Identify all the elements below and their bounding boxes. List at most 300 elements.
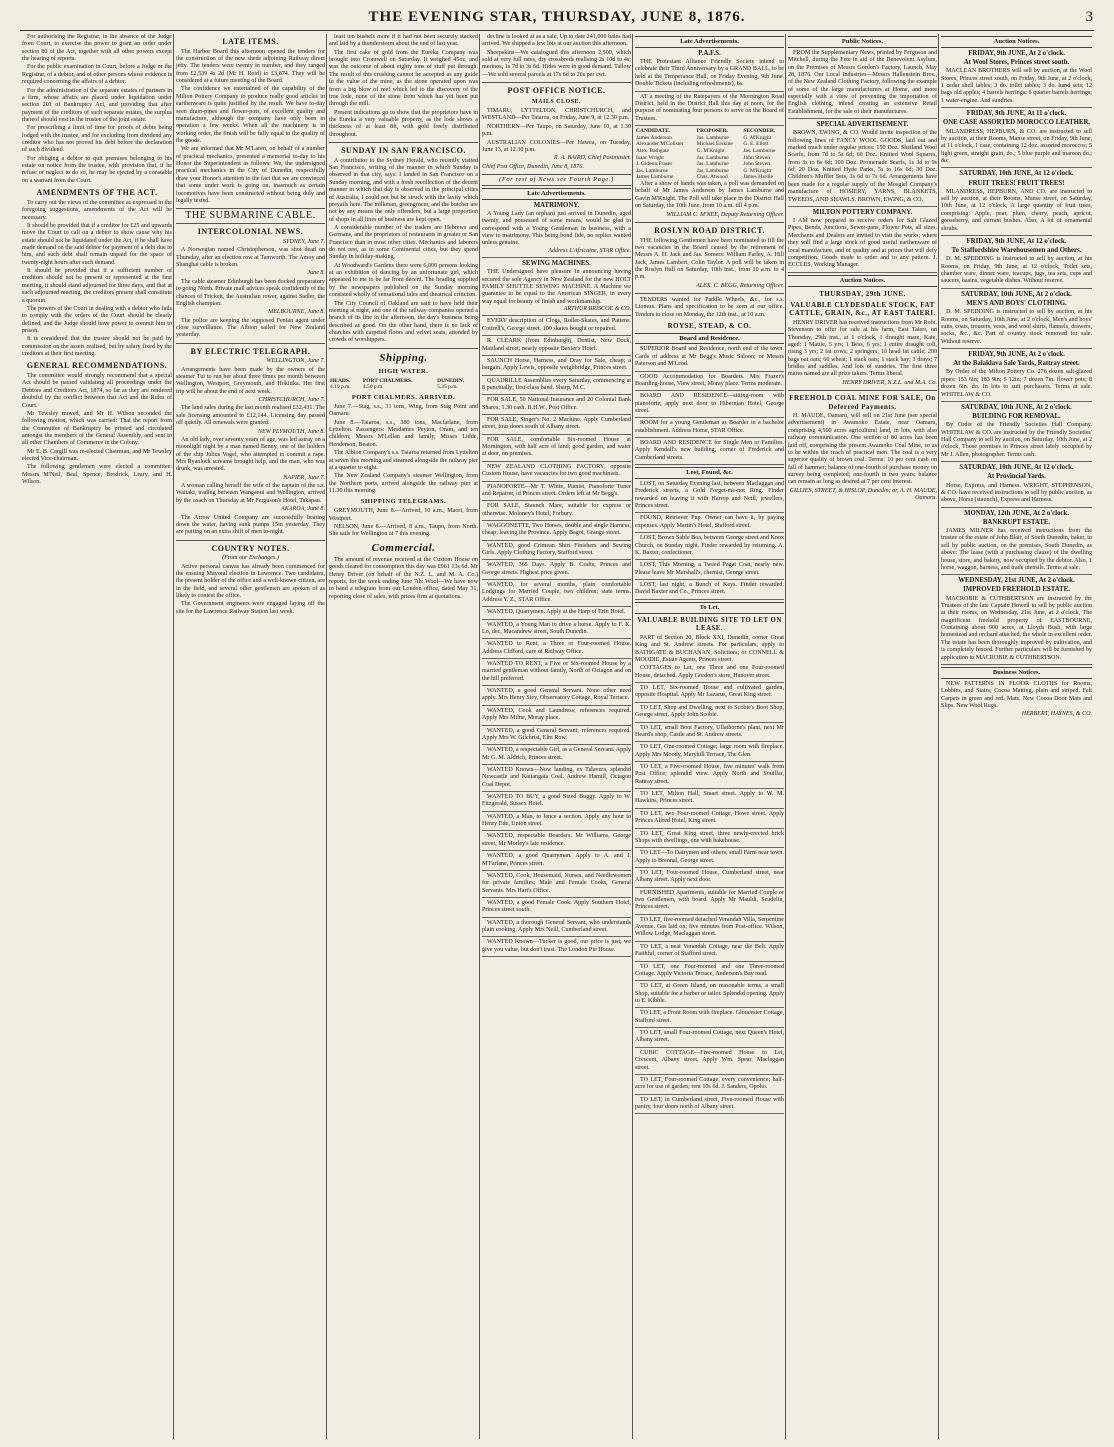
table-cell: Isaac Wright [636,154,664,161]
classified-ad [482,900,631,918]
table-cell: G. M'Knight [743,134,772,141]
dateline: WELLINGTON, June 7. [266,358,325,365]
column-6-public-notices [785,34,939,1439]
high-water-values-row [329,384,478,391]
auction-notices-bar: Auction Notices. [941,36,1092,48]
tenders-text: TENDERS wanted for Paddle Wheels, &c., for s.s. Lioness. Plans and specification to be seen at our office. Tenders to close on Monday, the 12th inst., at 10 a.m. [635,297,784,318]
ad-body: TO LET, at Green Island, on reasonable terms, a small Shop, suitable for a barber or tailor. Splendid opening. Apply to E. Kibble. [635,983,784,1004]
article-paragraph: For prescribing a limit of time for proofs of debts being lodged with the trustee, and for excluding from dividend any creditor who has not proved his debt before the declaration of such dividend. [22,125,172,154]
news-item: The land sales during the last month realised £32,431. The sale licensing amounted to £12,144. Licensing day passed off quietly. All renewals were granted. [176,405,325,427]
late-ads-bar: Late Advertisements. [482,188,631,200]
sunday-heading: SUNDAY IN SAN FRANCISCO. [341,146,466,156]
ad-body: WANTED, 365 Days. Apply B. Crafts, Princes and George streets. Highest price given. [482,562,631,576]
auction-notices-bar: Auction Notices. [788,275,937,287]
auction-title: ONE CASE ASSORTED MOROCCO LEATHER. [942,119,1091,127]
dateline: NAPIER, June 7. [283,474,325,481]
ad-body: WANTED, a good Quarryman. Apply to A. and J. M'Farlane, Princes street. [482,853,631,867]
news-item: The police are keeping the supposed Fenian agent under close surveillance. The Albion sailed for New Zealand yesterday. [176,317,325,339]
lost-ads [635,481,784,600]
ad-body: WANTED, Quarrymen. Apply at the Harp of Erin Hotel. [487,609,626,616]
news-item: least ten bushels more if it had not been securely stacked and laid by a thunderstorm about the end of last year. [329,34,478,48]
ad-body: A Young Lady (an orphan) just arrived in Dunedin, aged twenty, and possessed of some means, would be glad to correspond with a Young Gentleman in business, with a view to matrimony. This being bond fide, no replies wanted unless genuine. [482,210,631,247]
auction-body: D. M. SPEDDING is instructed to sell by auction, at his Rooms, on Friday, 9th June, at 12 o'clock, Toilet sets, chamber ware, dinner ware, teacups, jugs, tea sets, cups and saucers, basins, vegetable dishes. Without reserve. [941,256,1092,285]
table-cell: Alexander M'Colister [636,141,684,148]
country-note: Active personal canvas has already been commenced for the ensuing Mayoral election in Lawrence. Two candidates, the present holder of the office and a well-known citizen, are in the field, and several other gentlemen are spoken of as likely to contest the office. [176,563,325,600]
news-item: Present indications go to show that the proprietors have in the Eureka a very valuable property, as the lode shows a thickness of at least 8ft, with gold freely distributed throughout. [329,109,478,138]
auction-body: MLANDRESS, HEPBURN, AND CO. are instructed to sell by auction, at their Rooms, Manse street, on Saturday, 10th June, at 12 o'clock, A large quantity of fruit trees, comprising: Apple, pear, plum, cherry, peach, apricot, gooseberry, and currant bushes. Also, A lot of ornamental shrubs. [941,188,1092,232]
public-notice-ads [788,50,937,273]
lost-found-ad [635,481,784,513]
ad-body: FOR SALE, Singer's No. 2 Machine. Apply Cumberland street, four doors south of Albany street. [482,417,631,431]
classified-ad [482,260,631,316]
ad-body: WANTED, Cook and Laundress; references required. Apply Mrs Milne, Moray place. [482,707,631,722]
to-let-ad [635,685,784,703]
article-paragraph: A contributor to the Sydney Herald, who recently visited San Francisco, writing of the manner in which Sunday is observed in that city, says: I landed in San Francisco on a Sunday morning, and with a fresh recollection of the decent manner in which that day is observed in the principal cities of Australia, I could not but be struck with the laxity which prevails here. The milkman, greengrocer, and the butcher are not by any means the only offenders, but a large proportion of shops in all lines of business are kept open. [329,157,478,223]
candidates-header-cell: PROPOSER. [696,127,728,134]
board-ad [635,346,784,371]
auction-title: IMPROVED FREEHOLD ESTATE. [963,586,1070,594]
intercolonial-heading: INTERCOLONIAL NEWS. [197,227,304,237]
ad-signature: Address L'Africaine, STAR Office. [548,247,631,254]
classified-ad [482,814,631,832]
late-item: We are informed that Mr M'Laren, on behalf of a number of practical mechanics, presented a memorial to-day to his Honor the Superintendent as follows: We, the undersigned practical mechanics in the City of Dunedin, respectfully draw your Honor's attention to the fact that we are convinced that some under work is going on, inasmuch as certain locomotives have been constructed without being duly and legally tested. [176,146,325,204]
auction-date: WEDNESDAY, 21st JUNE, At 2 o'clock. [958,577,1075,585]
country-note: The Government engineers were engaged laying off the site for the Lawrence Railway Station last week. [176,601,325,615]
postmaster-signature: R. A. BAIRD, Chief Postmaster. [553,155,631,162]
ad-body: WANTED, Cook, Housemaid, Nurses, and Needlewomen for private families; Male and Female Cooks, General Servants. Mrs Hart's Office. [482,872,631,894]
poll-signature: WILLIAM C. M'NEE, Deputy Returning Officer. [666,211,784,218]
high-water-header-cell: PORT CHALMERS. [362,377,413,384]
auction-notice [941,510,1092,576]
public-notice [788,209,937,273]
table-cell: G. M'Knight [696,147,725,154]
classified-ad [482,708,631,726]
auction-date: SATURDAY, 10th JUNE, At 2 o'clock. [961,290,1072,298]
divider [635,293,784,294]
ad-title: P.A.F.S. [698,49,721,57]
ad-body: I AM now prepared to receive orders for Salt Glazed Pipes, Bends, Junctions, Sewer-pans, Flower Pots, all sizes. Merchants and Dealers are invited to visit the works; where they will find a large stock of good useful earthenware of local manufacture, and of quality and at prices that will defy competition. Goods made to order and to any pattern. J. ECCLES, Working Manager. [788,218,937,269]
auction-title: FRUIT TREES! FRUIT TREES! [968,179,1065,187]
ad-body: WANTED, a good Female Cook. Apply Southern Hotel, Princes street south. [482,899,631,914]
table-cell: James Anderson [636,134,672,141]
newspaper-columns [20,34,1094,1439]
ad-body: WAGGONETTE, Two Horses, double and single Harness, cheap; leaving the Province. Apply Bagot, Grange street. [482,522,631,537]
to-let-ad [635,1030,784,1048]
classified-ad [482,767,631,792]
ad-body: THE Protestant Alliance Friendly Society intend to celebrate their Third Anniversary by a GRAND BALL, to be held at the Temperance Hall, on Friday Evening, 9th June. Double Tickets (including refreshments), 6s. [635,59,784,88]
table-row [635,135,784,142]
business-notices-bar: Business Notices. [941,667,1092,679]
late-item: The confidence we entertained of the capability of the Milton Pottery Company to produce really good articles in earthenware is quite justified by the result. We have to-day seen drain-pipes and flower-pots, of excellent quality and manufacture, although the company have only been in operation a few weeks. When all the machinery is in working order, the finish will be fully equal to the quality of the goods. [176,86,325,144]
shipping-item: The New Zealand Company's steamer Wellington, from the Northern ports, arrived alongside the railway pier at 11.30 this morning. [329,473,478,494]
ad-body: BOARD AND RESIDENCE for Single Men or Families. Apply Kendall's new building, corner of Frederick and Cumberland streets. [635,440,784,461]
auction-title: MEN'S AND BOYS' CLOTHING. [966,300,1067,308]
board-ad [635,420,784,438]
auction-title: At Wool Stores, Princes street south. [963,59,1070,67]
column-2-news [173,34,327,1439]
high-water-header-cell: DUNEDIN. [437,377,465,384]
classified-ad [482,728,631,746]
table-cell: Chas. Atwood [696,174,728,181]
classified-ad [482,833,631,851]
ad-body: BOARD AND RESIDENCE—sitting-room with pianoforte; apply next door to Hibernian Hotel, George street. [635,393,784,414]
auction-date: SATURDAY, 10th JUNE, At 12 o'clock. [959,170,1074,178]
late-items-heading: LATE ITEMS. [222,37,279,46]
auction-body: Horse, Express, and Harness. WRIGHT, STEPHENSON, & CO. have received instructions to sell by public auction, as above, Horse (staunch), Express and Harness. [941,482,1092,504]
country-notes-heading: COUNTRY NOTES. [211,543,290,553]
dateline: AKAROA, June 8. [281,506,325,513]
article-paragraph: For obliging a debtor to quit premises belonging to his estate on notice from the trustee, with provision that, if he refuse or neglect to do so, he may be ejected by a constable on a warrant from the Court. [22,155,172,184]
column-3-news [326,34,480,1439]
auction-date: SATURDAY, 10th JUNE, At 12 o'clock. [959,464,1074,472]
ad-body: NEW ZEALAND CLOTHING FACTORY, opposite Custom House, have vacancies for two good machinists. [482,463,631,478]
to-let-ad [635,917,784,942]
article-paragraph: Mr Tewsley moved, and Mr H. Wilson seconded the following motion, which was carried: That the report from the Committee of Bankruptcy be printed and circulated amongst the members of the General Assembly, and sent to all other Chambers of Commerce in the Colony. [22,410,172,447]
auction-body: D. M. SPEDDING is instructed to sell by auction, at his Rooms, on Saturday, 10th June, at 2 o'clock, Men's and boys' suits, coats, trousers, vests, and wool shirts, flannels, drawers, socks, &c., &c. Part of country stock removed for sale. Without reserve. [941,309,1092,345]
ad-body: AT a meeting of the Ratepayers of the Mornington Road District, held in the District Hall this day at noon, for the purpose of nominating four persons to serve on the Board of Trustees. [635,93,784,122]
ad-body: FOR SALE, comfortable Six-roomed House at Mornington, with half acre of land; good garden, and water at door, on premises. [482,436,631,458]
classified-ads [482,202,631,957]
table-cell: James Lamburne [636,174,674,181]
divider [482,82,631,83]
candidates-body [635,135,784,181]
section-heading: AMENDMENTS OF THE ACT. [36,188,158,198]
ad-body: BROWN, EWING, & CO. Would invite inspection of the following lines of FANCY WOOL GOODS, laid out and marked much under regular prices: 150 Doz. Shetland Wool Scarfs, from 7d to 5s 6d; 60 Doz. Knitted Wool Squares, from 3s to 6s 6d; 100 Doz. Promenade Scarfs, 1s 3d to 9s 6d; 20 Doz. Knitted Hyde Parks, 5s to 16s 6d; 30 Doz. Children's Muffler Sets, 3s 6d to 7s 6d. Arrangements have been made for a regular supply of the Mosgiel Company's manufacture of HOSIERY, YARNS, BLANKETS, TWEEDS, AND SHAWLS. BROWN, EWING, & CO. [788,130,937,203]
to-let-bar: To Let. [635,602,784,614]
ad-body: WANTED, a Young Man to drive a horse. Apply to F. K. Lo, dec, Macandrew street, South Dunedin. [482,621,631,635]
ad-body: WANTED, a thorough General Servant, who understands plain cooking. Apply Mrs Neill, Cumberland street. [482,919,631,934]
auction-notice [941,404,1092,462]
shipping-telegram: NELSON, June 8.—Arrived, 8 a.m., Taupo, from North. She sails for Wellington at 7 this evening. [329,523,478,538]
column-1-chamber-report [20,34,174,1439]
dateline: CHRISTCHURCH, June 7. [258,397,325,404]
classified-ad [482,939,631,957]
ad-body: TO LET, five-roomed detached Verandah Villa, Serpentine Avenue. Gas laid on; five minutes from Post-office. Wilson, Willow Lodge, Maclaggan street. [635,916,784,938]
gold-items [329,34,478,139]
classified-ad [482,661,631,686]
table-row [635,141,784,148]
auction-date: FRIDAY, 9th JUNE, At 12 o'clock. [966,237,1067,245]
auction-notice [941,170,1092,236]
masthead [20,6,1094,31]
classified-ad [482,397,631,415]
auction-notice [941,50,1092,108]
classified-ad [482,688,631,706]
ad-body: TO LET, a Five-roomed House, five minutes' walk from Post Office; splendid view. Apply North and Souillar, Rattray street. [635,764,784,785]
ad-body: TO LET, Four-roomed House, Cumberland street, near Albany street. Apply next door. [635,869,784,884]
auction-body: By Order of the Friendly Societies Hall Company. WHITELAW & CO. are instructed by the Friendly Societies' Hall Company to sell by auction, on Saturday, 10th June, at 2 o'clock, Those premises in Princes street lately occupied by Mr J. Allen, photographer. Terms cash. [941,422,1092,458]
shipping-telegram-items [329,508,478,538]
table-row [635,155,784,162]
shipping-item: June 8.—Taiaroa, s.s., 380 tons, Macfarlane, from Lyttelton. Passengers: Mesdames Peyton, Oram, and ten children; Messrs M'Lellan and family, Misses Lidde, Henderson, Beaton. [329,419,478,448]
high-water-title: HIGH WATER. [378,367,429,375]
auction-title: BANKRUPT ESTATE. [982,518,1051,526]
classified-ad [482,873,631,898]
divider [329,348,478,349]
ad-body: WANTED TO BUY, a good Sized Buggy. Apply to W. Fitzgerald, Sussex Hotel. [482,794,631,808]
ad-body: FOUND, Retriever Pup. Owner can have it, by paying expenses. Apply Martin's Hotel, Stafford street. [635,515,784,529]
to-let-ad [635,665,784,683]
country-notes-subheading: (From our Exchanges.) [222,555,279,562]
building-site-title: VALUABLE BUILDING SITE TO LET ON LEASE. [637,616,782,632]
candidates-header-row [635,128,784,135]
ad-body: WANTED Known—Now landing, ex Talavera, splendid Newcastle and Kaitangata Coal. Andrew Hamill, Octagon Coal Depot. [482,766,631,788]
notice-ad [635,50,784,92]
article-paragraph: To carry out the views of the committee as expressed in the foregoing suggestions, amendments of the Act will be necessary. [22,199,172,221]
to-let-ad [635,705,784,723]
port-arrived-title: PORT CHALMERS. ARRIVED. [351,394,456,402]
divider [176,343,325,344]
classified-ad [482,582,631,607]
article-paragraph: The committee would strongly recommend that a special Act should be passed validating all proceedings under the Debtors and Creditors Act, 1874, so far as they are rendered doubtful by the conflict between that Act and the Rules of Court. [22,373,172,409]
auction-date: FRIDAY, 9th JUNE, At 2 o'clock. [968,351,1065,359]
auction-body: MACROBIE & CUTHBERTSON are instructed by the Trustees of the late Captain Howell to sell by public auction at their rooms, on Wednesday, 21st June, at 2 o'clock, The magnificent freehold property of EASTBOURNE, Containing about 900 acres, at Lloyds Bush, with large homestead and orchard attached, the whole in excellent order. The estate has been thoroughly improved by cultivation, and is completely fenced. Further particulars will be furnished by application to MACROBIE & CUTHBERTSON. [941,595,1092,661]
article-paragraph: For the public examination in Court, before a Judge or the Registrar, of a debtor, and of other persons whose evidence is required concerning the affairs of a debtor. [22,64,172,86]
candidates-header-cell: CANDIDATE. [636,127,671,134]
ad-body: TO LET, small Boot Factory, Ullathorne's plant, next Mr Heard's shop, Castle and St. Andrew streets. [635,724,784,738]
classified-ad [482,609,631,619]
table-row [635,161,784,168]
ad-body: WANTED, good Crimean Shirt Finishers and Sewing Girls. Apply Clothing Factory, Stafford street. [482,542,631,557]
submarine-cable-heading: THE SUBMARINE CABLE. [176,208,325,224]
ad-title: SPECIAL ADVERTISEMENT. [816,121,909,129]
table-cell: Jas. Lamburne [636,167,669,174]
classified-ad [482,484,631,502]
roslyn-text: THE following Gentlemen have been nominated to fill the two vacancies in the Board caused by the retirement of Messrs A. H. Jack and Jas. Somers: William Parley, A. Hill Jack, James Lambert, Colin Taylor. A poll will be taken in the Roslyn Hall on Saturday, 10th inst., from 10 a.m. to 4 p.m. [635,237,784,281]
classified-ad [482,338,631,356]
post-office-date: Chief Post Office, Dunedin, June 8, 1876. [482,163,584,170]
lost-found-ad [635,515,784,533]
table-row [635,148,784,155]
auction-title: VALUABLE CLYDESDALE STOCK, FAT CATTLE, GRAIN, &c., AT EAST TAIERI. [789,300,936,318]
table-cell: Jas. Lamburne [696,167,729,174]
roslyn-heading: ROSLYN ROAD DISTRICT. [654,225,765,235]
building-site-text: PART of Section 20, Block XXI, Dunedin, corner Great King and St. Andrew streets. For particulars, apply to BATHGATE & BUCHANAN, Solicitors; or CONNELL & MOODIE, Estate Agents, Princes street. [635,634,784,664]
board-bar: Board and Residence. [635,333,784,345]
ad-body: THE Undersigned have pleasure in announcing having secured the sole Agency in New Zealand for the new HOLT FAMILY SHUTTLE SEWING MACHINE. A Machine we guarantee to be equal to the American SINGER, in every way equal for beauty of finish and workmanship. [482,269,631,305]
dateline: MELBOURNE, June 8. [268,309,325,316]
public-notice [788,121,937,207]
ad-body: GOOD Accommodation for Boarders. Mrs Frazer's Boarding-house, View street, Moray place. Terms moderate. [635,373,784,387]
late-item: The Harbor Board this afternoon opened the tenders for the construction of the new sheds adjoining Railway direct jetty. The tenders were twenty in number, and they ranged from £2,539 4s 2d (Mr H. Reid) to £3,874. They will be considered at a future meeting of the Board. [176,48,325,85]
ad-body: CUBIC COTTAGE—Five-roomed House to Let, Crescent, Albany street. Apply Wm. Spear, Maclaggan street. [635,1049,784,1071]
classified-ad [482,853,631,871]
to-let-ad [635,1077,784,1095]
ad-title: MATRIMONY. [533,201,580,209]
article-paragraph: The City Council of Oakland are said to have held their meeting at night, and one of the railway companies opened a branch of its line in the afternoon, the day's business being described as good. On the other hand, there is no lack of churches with carpeted floors and velvet seats, attended by crowds of worshippers. [329,300,478,344]
page-number: 3 [1085,9,1094,25]
rest-of-news-note: (For rest of News see Fourth Page.) [482,174,631,186]
candidates-table [635,128,784,181]
ad-title: SEWING MACHINES. [522,260,591,268]
board-ad [635,440,784,465]
auction-date: SATURDAY, 10th JUNE, At 2 o'clock. [961,403,1072,411]
table-cell: James Hardie [743,174,774,181]
ad-body: TO LET, One-roomed Cottage; large room with fireplace. Apply Mrs Moody, Maryhill Terrace, The Glen. [635,744,784,758]
news-item: A Norwegian named Christopherson, was shot dead on Thursday, after an election row at Tamworth. The Amoy and Shanghai cable is broken. [176,247,325,269]
auction-date: THURSDAY, 29th JUNE. [819,289,906,298]
candidates-header-cell: SECONDER. [743,127,776,134]
ad-body: TO LET, Great King street, three newly-erected brick Shops with dwellings, one with bakehouse. [635,830,784,844]
auction-title: At Provincial Yards. [987,473,1046,481]
ad-body: FOR SALE, 50 National Insurance and 20 Colonial Bank Shares; 1.30 cash. B.H.W., Post Office. [482,397,631,411]
ad-body: WANTED to Rent, a Three or Four-roomed House. Address Clifford, care of Railway Office. [482,641,631,655]
ad-body: R. CLEARK (from Edinburgh), Dentist, New Dock, Maitland street; nearly opposite Baxter's Hotel. [482,338,631,352]
ad-body: FROM the Supplementary News, printed by Ferguson and Mitchell, during the Fete in aid of the Benevolent Asylum, on the Premises of Messrs Gordon's Factory, Launch, May 28, 1876. Our Local Industries—Messrs Hallenstein Bros., of the New Zealand Clothing Factory, following the example of some of the large manufacturers at Home, and more especially with a view of preventing the importation of English clothing, intend creating an extensive Retail Establishment, for the sale of their manufactures. [788,49,937,115]
ad-body: WANTED, respectable Boarders. Mr Williams, George street, Mr Morley's late residence. [482,833,631,847]
classified-ad [482,622,631,640]
shipping-telegrams-heading: SHIPPING TELEGRAMS. [360,498,447,506]
ad-body: WANTED Known—Tucker is good, our price is just; we give you value, but don't trust. The London Pie House. [482,939,631,953]
to-let-ad [635,744,784,762]
shipping-heading: Shipping. [379,351,428,364]
high-water-value-cell: 4.19 p.m. [330,384,351,391]
auction-title: BUILDING FOR REMOVAL. [972,413,1061,421]
classified-ad [482,358,631,376]
lost-found-ad [635,582,784,600]
auction-notice [941,351,1092,402]
cable-items [176,239,325,340]
high-water-header-row [329,378,478,385]
shipping-telegram: GREYMOUTH, June 8.—Arrived, 10 a.m., Maori, from Westport. [329,508,478,522]
auction-date: FRIDAY, 9th JUNE, At 2 o'clock. [968,49,1065,57]
to-let-ad [635,811,784,829]
table-cell: Jas. Lamburne [696,154,729,161]
to-let-ad [635,725,784,743]
to-let-ad [635,791,784,809]
business-signature: HERBERT, HAYNES, & CO. [1021,711,1092,718]
auction-body: MLANDRESS, HEPBURN, & CO. are instructed to sell by auction, at their Rooms, Manse street, on Friday, 9th June, at 11 o'clock, 1 case, containing 12 doz. assorted moroccos; 5 light green, straight grain, do.; 5 blue purple and maroon do.; &c. [941,128,1092,164]
ad-body: TO LET, two Four-roomed Cottage, Howe street. Apply Princes Alfred Hotel, King street. [635,810,784,825]
high-water-value-cell: 5.35 p.m. [437,384,458,391]
mail-item: AUSTRALIAN COLONIES—Per Hawea, on Tuesday, June 13, at 12.30 p.m. [482,139,631,153]
ad-body: WANTED, a respectable Girl, as a General Servant. Apply Mr G. M. Aldrich, Princes street. [482,747,631,761]
ad-body: SAUNCH Horse, Harness, and Dray for Sale, cheap; a bargain. Apply Lewis, opposite weighbridge, Princes street. [482,357,631,372]
section-heading: GENERAL RECOMMENDATIONS. [26,361,168,371]
board-ad [635,393,784,418]
news-item: The cable steamer Edinburgh has been docked preparatory to going North. Private mail advices speak confidently of the chances of Trickett, the Australian rower, against Sadler, the English champion. [176,278,325,307]
classified-ad [482,747,631,765]
ad-body: TO LET, Shop and Dwelling, next to Scobie's Boot Shop, George street. Apply John Scobie. [635,704,784,719]
classified-ad [482,437,631,462]
shipping-item: The Albion Company's s.s. Taiaroa returned from Lyttelton at seven this morning and steamed alongside the railway pier at a quarter to eight. [329,450,478,471]
coal-mine-text: H. MAUDE, Oamaru, will sell on 21st June (see special advertisement) in Awamoko Estate, near Oamaru, comprising 4,500 acres agricultural land, in lots, with also railway communication. One section of 80 acres has been laid off, comprising the present Awamoko Coal Mine, so as to be within the reach of practical men. The coal is a very superior quality of brown coal. Terms: 10 per cent cash on fall of hammer; balance of one-fourth of purchase money on survey being completed; one-fourth in two years; balance can remain as long as desired at 7 per cent interest. [788,413,937,486]
ad-body: WANTED, a Man, to fence a section. Apply any hour to Henry Ede, Union street. [482,813,631,828]
classified-ad [482,794,631,812]
to-let-ad [635,1010,784,1028]
dateline: NEW PLYMOUTH, June 8. [257,428,325,435]
tenders-signature: ROYSE, STEAD, & CO. [667,322,752,331]
coal-mine-signature: GILLIES, STREET, & HISLOP, Dunedin; or, A. H. MAUDE, Oamaru. [789,487,937,502]
classified-ad [482,378,631,396]
telegraph-heading: BY ELECTRIC TELEGRAPH. [190,346,311,356]
table-cell: Jas. Lamburne [743,147,776,154]
meeting-ads [635,50,784,126]
ad-body: WANTED, a good General Servant. None other need apply. Mrs Henry Siey, Observatory Cottage, Royal Terrace. [482,688,631,702]
auction-notice [941,464,1092,508]
shipping-items [329,404,478,495]
ad-body: TO LET, one Four-roomed and one Three-roomed Cottage. Apply Victoria Terrace, Anderson's Bay road. [635,963,784,977]
mail-item: NORTHERN—Per Taupo, on Saturday, June 10, at 1.30 p.m. [482,123,631,138]
high-water-header-cell: HEADS. [330,377,351,384]
commercial-text: The amount of revenue received at the Custom House on goods cleared for consumption this day was £961 13s 6d. Mr Henry Driver (on behalf of the N.Z. L. and M. A. Co.) reports, for the week ending June 7th: Wool—We have now to hand a telegram from our London office, dated May 31, reporting close of sales, with prices firm at quotations. [329,556,478,600]
to-let-ad [635,1097,784,1115]
ad-body: TO LET, a neat Verandah Cottage, near the Belt. Apply Faithful, corner of Stafford street. [635,943,784,958]
classified-ad [482,464,631,482]
article-paragraph: The following gentlemen were elected a committee: Messrs M'Neil, Beal, Spence, Brodrick, Leary, and H. Wilson. [22,464,172,486]
article-paragraph: A considerable number of the traders are Hebrews and Germans, and the proprietors of restaurants in greater or San Francisco than in most other cities. Mechanics and laborers do not rest, as in some Continental cities, but they spend Sunday in holiday-making. [329,224,478,261]
lost-found-bar: Lost, Found, &c. [635,467,784,479]
high-water-value-cell: 4.50 p.m. [362,384,384,391]
sunday-article [329,158,478,345]
ad-body: TO LET—To Dairymen and others, small Farm near town. Apply to Brennal, George street. [635,850,784,864]
auction-date: MONDAY, 12th JUNE, At 2 o'clock. [964,509,1069,517]
table-cell: G. M'Knight [743,167,772,174]
to-let-ad [635,831,784,849]
article-paragraph: For the administration of the separate estates of partners in a firm, whose affairs are placed under liquidation under section 201 of Bankruptcy Act, and providing that after payment of the creditors of such separate estates, the surplus thereof should vest in the trustee of the joint estate. [22,87,172,123]
news-item: A woman calling herself the wife of the captain of the s.s. Waitaki, trading between Wanganui and Wellington, arrived by the coach on Thursday at Mr Ferguson's Hotel, Takapau. [176,483,325,504]
classified-ad [482,562,631,580]
column-5-ads [632,34,786,1439]
public-notice [788,50,937,119]
classified-ad [482,503,631,521]
ad-body: SUPERIOR Board and Residence, north end of the town. Cards of address at Mr Begg's Music Saloon; or Messrs Paterson and M'Leod. [635,346,784,368]
to-let-ads [635,665,784,1114]
to-let-ad [635,964,784,982]
ad-body: TO LET, Six-roomed House and cultivated garden, opposite Hospital. Apply Mr Lazarus, Great King street. [635,685,784,699]
notice-ad [635,94,784,126]
auction-date: FRIDAY, 9th JUNE, At 11 o'clock. [966,110,1067,118]
article-paragraph: The powers of the Court in dealing with a debtor who fails to comply with the orders of the Court should be clearly defined, and the Judge should have power to commit him to prison. [22,305,172,334]
ad-body: TO LET, in Cumberland street, Five-roomed House with pantry, four doors north of Albany street. [635,1096,784,1110]
ad-body: TO LET, small Four-roomed Cottage, next Queen's Hotel, Albany street. [635,1030,784,1044]
auction-body: MACLEAN BROTHERS will sell by auction, at the Wool Stores, Princes street south, on Friday, 9th June, at 2 o'clock, 1 cedar shell tables; 3 do. toilet tables; 3 do. hand sets; 12 bags old apples; 4 barrels herrings; 6 quarter barrels herrings; 1 water-engine. And sundries. [941,68,1092,104]
ad-body: QUADRILLE Assemblies every Saturday, commencing at 8 punctually; first-class band. Sharp, M.C. [482,377,631,391]
classified-ad [482,920,631,938]
column-7-auctions [938,34,1094,1439]
classified-ad [482,543,631,561]
board-ad [635,374,784,392]
news-item: Arrangements have been made by the owners of the steamer Tui to run her about three times per month between Wellington, Westport, Greymouth, and Hokitika. Her first trip will be about the end of next week. [176,366,325,395]
column-4-post-and-ads [479,34,633,1439]
table-cell: Alex. Bathgate [636,147,669,154]
ad-body: TO LET, Four-roomed Cottage, every convenience; half-acre for use of garden; rent 10s 6d. J. Sanders, Opoho. [635,1076,784,1091]
divider [788,390,937,391]
ad-body: WANTED, a good General Servant; references required. Apply Mrs W. Gilchrist, Elm Row. [482,727,631,741]
table-cell: John Steven [743,161,771,168]
classified-ad [482,318,631,336]
to-let-ad [635,870,784,888]
ad-body: TO LET, a Front Room with fireplace. Gloucester Cottage, Stafford street. [635,1010,784,1024]
ad-body: EVERY description of Clogs, Roller-Skates, and Pattens. Cottrell's, George street. 100 skates bought or repaired. [482,318,631,332]
article-paragraph: For authorising the Registrar, in the absence of the Judge from Court, to exercise the power to grant an order under section 80 of the Act, together with all other powers except the hearing of reports. [22,34,172,63]
table-cell: John Steven [743,154,771,161]
auction-notice [941,577,1092,665]
auction-body: JAMES MILNER has received instructions from the trustee of the estate of John Blair, of South Dunedin, baker, to sell by public auction, on the premises, South Dunedin, as above: The lease (with a purchasing clause) of the dwelling house, store, and bakery, now occupied by the debtor. Also, 1 horse, waggon, harness, and trade utensils. Terms at sale. [941,528,1092,571]
auction-notice [941,110,1092,168]
divider [329,142,478,143]
board-ads [635,346,784,465]
classified-ad [482,523,631,541]
ad-title: MILTON POTTERY COMPANY. [812,208,913,216]
lost-found-ad [635,535,784,560]
auction-notice [941,238,1092,289]
divider [635,222,784,223]
shipping-item: June 7.—Stag, s.s., 31 tons, Wing, from Stag Point and Oamaru. [329,403,478,418]
auction-text: HENRY DRIVER has received instructions from Mr Robt. Stevenson to offer for sale at his farm, East Taieri, on Thursday, 29th inst., at 1 o'clock, 1 draught mare, Kate, aged; 1 Mattie, 5 yrs; 1 Bess, 6 yrs; 1 entire draught colt, rising 3 yrs; 2 fat cows; 2 springers; 10 head fat cattle; 200 bags oat oats; 60 wheat; 1 stack oats; 1 stack hay; 3 drays; 7 bridles and saddles. And lots of sundries. The first three mares named are all prize takers. Terms liberal. [788,319,937,378]
post-items [482,108,631,154]
table-cell: Jas. Lamburne [696,134,729,141]
